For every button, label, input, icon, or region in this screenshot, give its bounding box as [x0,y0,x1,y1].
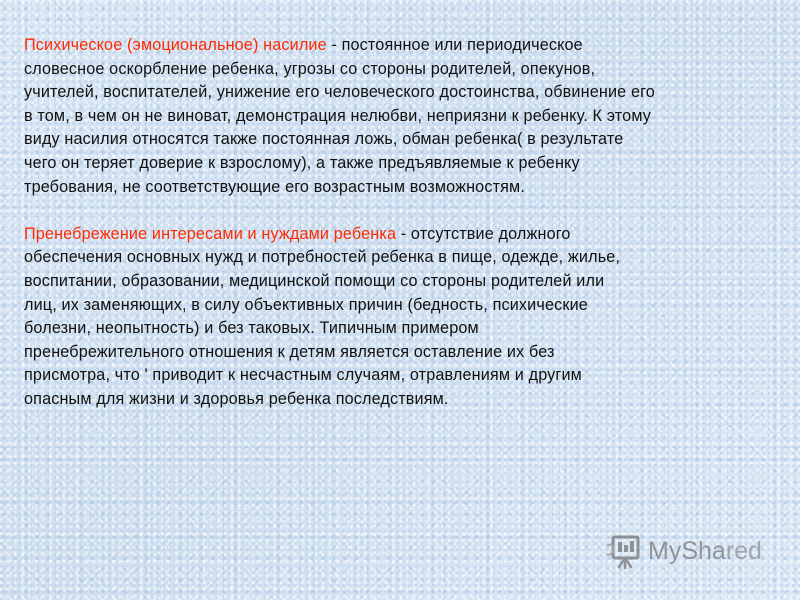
paragraph-line: лиц, их заменяющих, в силу объективных причин (бедность, психические [24,295,588,314]
paragraph-line: - отсутствие должного [396,224,571,243]
paragraph-line: болезни, неопытность) и без таковых. Типичным примером [24,319,479,338]
paragraph-line: - постоянное или периодическое [326,36,583,54]
paragraph-line: обеспечения основных нужд и потребностей ребенка в пище, одежде, жилье, [24,248,621,267]
paragraph-line: опасным для жизни и здоровья ребенка последствиям. [24,389,449,408]
paragraph-line: чего он теряет доверие к взрослому), а также предъявляемые к ребенку [24,153,580,172]
paragraph-psychological-violence [24,34,792,199]
myshared-logo-text: MyShared [648,537,762,565]
presentation-board-icon [606,534,644,569]
paragraph-spacer [24,199,792,223]
paragraph-line: требования, не соответствующие его возрастным возможностям. [24,177,525,196]
paragraph-line: пренебрежительного отношения к детям является оставление их без [24,342,555,361]
myshared-watermark [606,531,766,573]
paragraph-line: словесное оскорбление ребенка, угрозы со стороны родителей, опекунов, [24,59,596,78]
paragraph-line: учителей, воспитателей, унижение его человеческого достоинства, обвинение его [24,83,655,102]
paragraph-line: в том, в чем он не виноват, демонстрация нелюбви, неприязни к ребенку. К этому [24,106,652,125]
paragraph-line: воспитании, образовании, медицинской помощи со стороны родителей или [24,271,605,290]
paragraph-line: виду насилия относятся также постоянная ложь, обман ребенка( в результате [24,130,624,149]
slide-content [24,34,792,412]
paragraph-neglect [24,223,792,412]
paragraph-line: присмотра, что ' приводит к несчастным случаям, отравлениям и другим [24,366,582,385]
term-neglect: Пренебрежение интересами и нуждами ребенка [24,224,397,243]
term-psychological-violence: Психическое (эмоциональное) насилие [24,36,327,54]
